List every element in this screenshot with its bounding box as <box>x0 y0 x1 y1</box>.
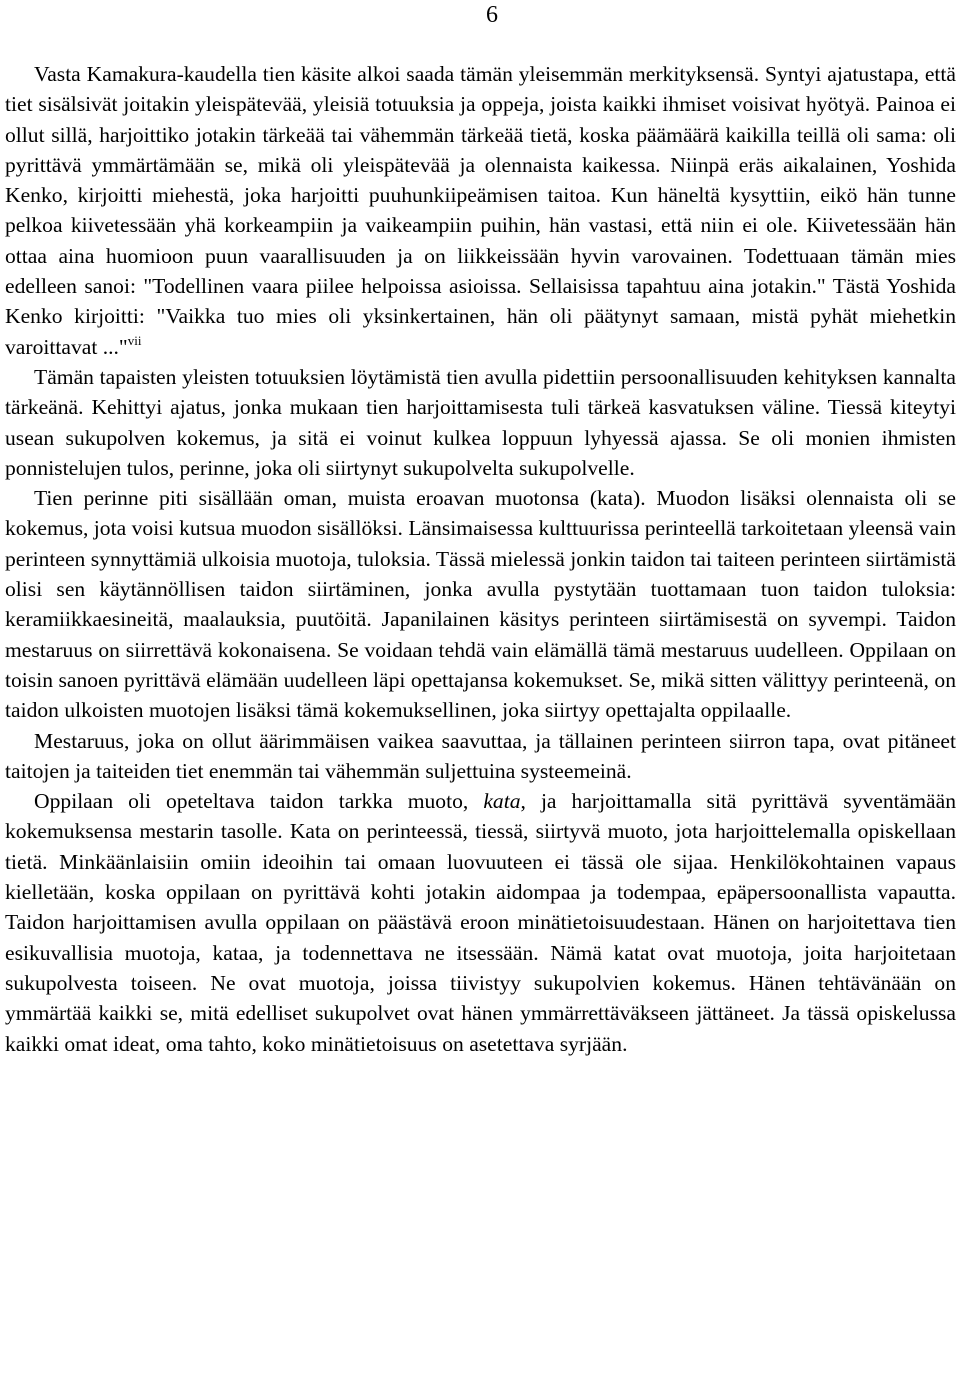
paragraph <box>5 483 956 725</box>
body-text <box>5 59 956 1059</box>
paragraph <box>5 362 956 483</box>
paragraph <box>5 786 956 1059</box>
paragraph-text: Mestaruus, joka on ollut äärimmäisen vaikea saavuttaa, ja tällainen perinteen siirron tapa, ovat pitäneet taitojen ja taiteiden tiet enemmän tai vähemmän suljettuina systeemeinä. <box>5 728 956 783</box>
footnote-reference[interactable]: vii <box>127 332 142 348</box>
emphasized-term: kata <box>483 789 521 814</box>
paragraph <box>5 726 956 787</box>
paragraph <box>5 59 956 362</box>
paragraph-text: Tämän tapaisten yleisten totuuksien löytämistä tien avulla pidettiin persoonallisuuden kehityksen kannalta tärkeänä. Kehittyi ajatus, jonka mukaan tien harjoittamisesta tuli tärkeä kasvatuksen väline. Tiessä kiteytyi usean sukupolven kokemus, ja sitä ei voinut kulkea loppuun lyhyessä ajassa. Se oli monien ihmisten ponnistelujen tulos, perinne, joka oli siirtynyt sukupolvelta sukupolvelle. <box>5 364 956 480</box>
page-number: 6 <box>486 2 498 28</box>
paragraph-text: Oppilaan oli opeteltava taidon tarkka muoto, <box>34 789 484 814</box>
paragraph-text: , ja harjoittamalla sitä pyrittävä syventämään kokemuksensa mestarin tasolle. Kata on perinteessä, tiessä, siirtyvä muoto, jota harjoittelemalla opiskellaan tietä. Minkäänlaisiin omiin ideoihin tai omaan luovuuteen ei tässä ole sijaa. Henkilökohtainen vapaus kielletään, koska oppilaan on pyrittävä kohti jotakin aidompaa ja todempaa, epäpersoonallista vapautta. Taidon harjoittamisen avulla oppilaan on päästävä eroon minätietoisuudestaan. Hänen on harjoitettava tien esikuvallisia muotoja, kataa, ja todennettava ne itsessään. Nämä katat ovat muotoja, joita harjoitetaan sukupolvesta toiseen. Ne ovat muotoja, joissa tiivistyy sukupolvien kokemus. Hänen tehtävänään on ymmärtää kaikki se, mitä edelliset sukupolvet ovat hänen ymmärrettäväkseen jättäneet. Ja tässä opiskelussa kaikki omat ideat, oma tahto, koko minätietoisuus on asetettava syrjään. <box>5 789 956 1056</box>
paragraph-text: Vasta Kamakura-kaudella tien käsite alkoi saada tämän yleisemmän merkityksensä. Syntyi ajatustapa, että tiet sisälsivät joitakin yleispätevää, yleisiä totuuksia ja oppeja, joista kaikki ihmiset voisivat hyötyä. Painoa ei ollut sillä, harjoittiko jotakin tärkeää tai vähemmän tärkeää tietä, koska päämäärä kaikilla teillä oli sama: oli pyrittävä ymmärtämään se, mikä oli yleispätevää ja olennaista kaikessa. Niinpä eräs aikalainen, Yoshida Kenko, kirjoitti miehestä, joka harjoitti puuhunkiipeämisen taitoa. Kun häneltä kysyttiin, eikö hän tunne pelkoa kiivetessään yhä korkeampiin ja vaikeampiin puihin, hän vastasi, että niin ei ole. Kiivetessään hän ottaa aina huomioon puun vaarallisuuden ja on liikkeissään hyvin varovainen. Todettuaan tämän mies edelleen sanoi: "Todellinen vaara piilee helpoissa asioissa. Sellaisissa tapahtuu aina jotakin." Tästä Yoshida Kenko kirjoitti: "Vaikka tuo mies oli yksinkertainen, hän oli päätynyt samaan, mistä pyhät miehetkin varoittavat ..." <box>5 62 956 359</box>
paragraph-text: Tien perinne piti sisällään oman, muista eroavan muotonsa (kata). Muodon lisäksi olennaista oli se kokemus, jota voisi kutsua muodon sisällöksi. Länsimaisessa kulttuurissa perinteellä tarkoitetaan yleensä vain perinteen synnyttämiä ulkoisia muotoja, tuloksia. Tässä mielessä jonkin taidon tai taiteen perinteen siirtämistä olisi sen käytännöllisen taidon siirtäminen, jonka avulla pystytään tuottamaan tuon taidon tuloksia: keramiikkaesineitä, maalauksia, puutöitä. Japanilainen käsitys perinteen siirtämisestä on syvempi. Taidon mestaruus on siirrettävä kokonaisena. Se voidaan tehdä vain elämällä tämä mestaruus uudelleen. Oppilaan on toisin sanoen pyrittävä elämään uudelleen läpi opettajansa kokemukset. Se, mikä sitten välittyy perinteenä, on taidon ulkoisten muotojen lisäksi tämä kokemuksellinen, joka siirtyy opettajalta oppilaalle. <box>5 486 956 723</box>
